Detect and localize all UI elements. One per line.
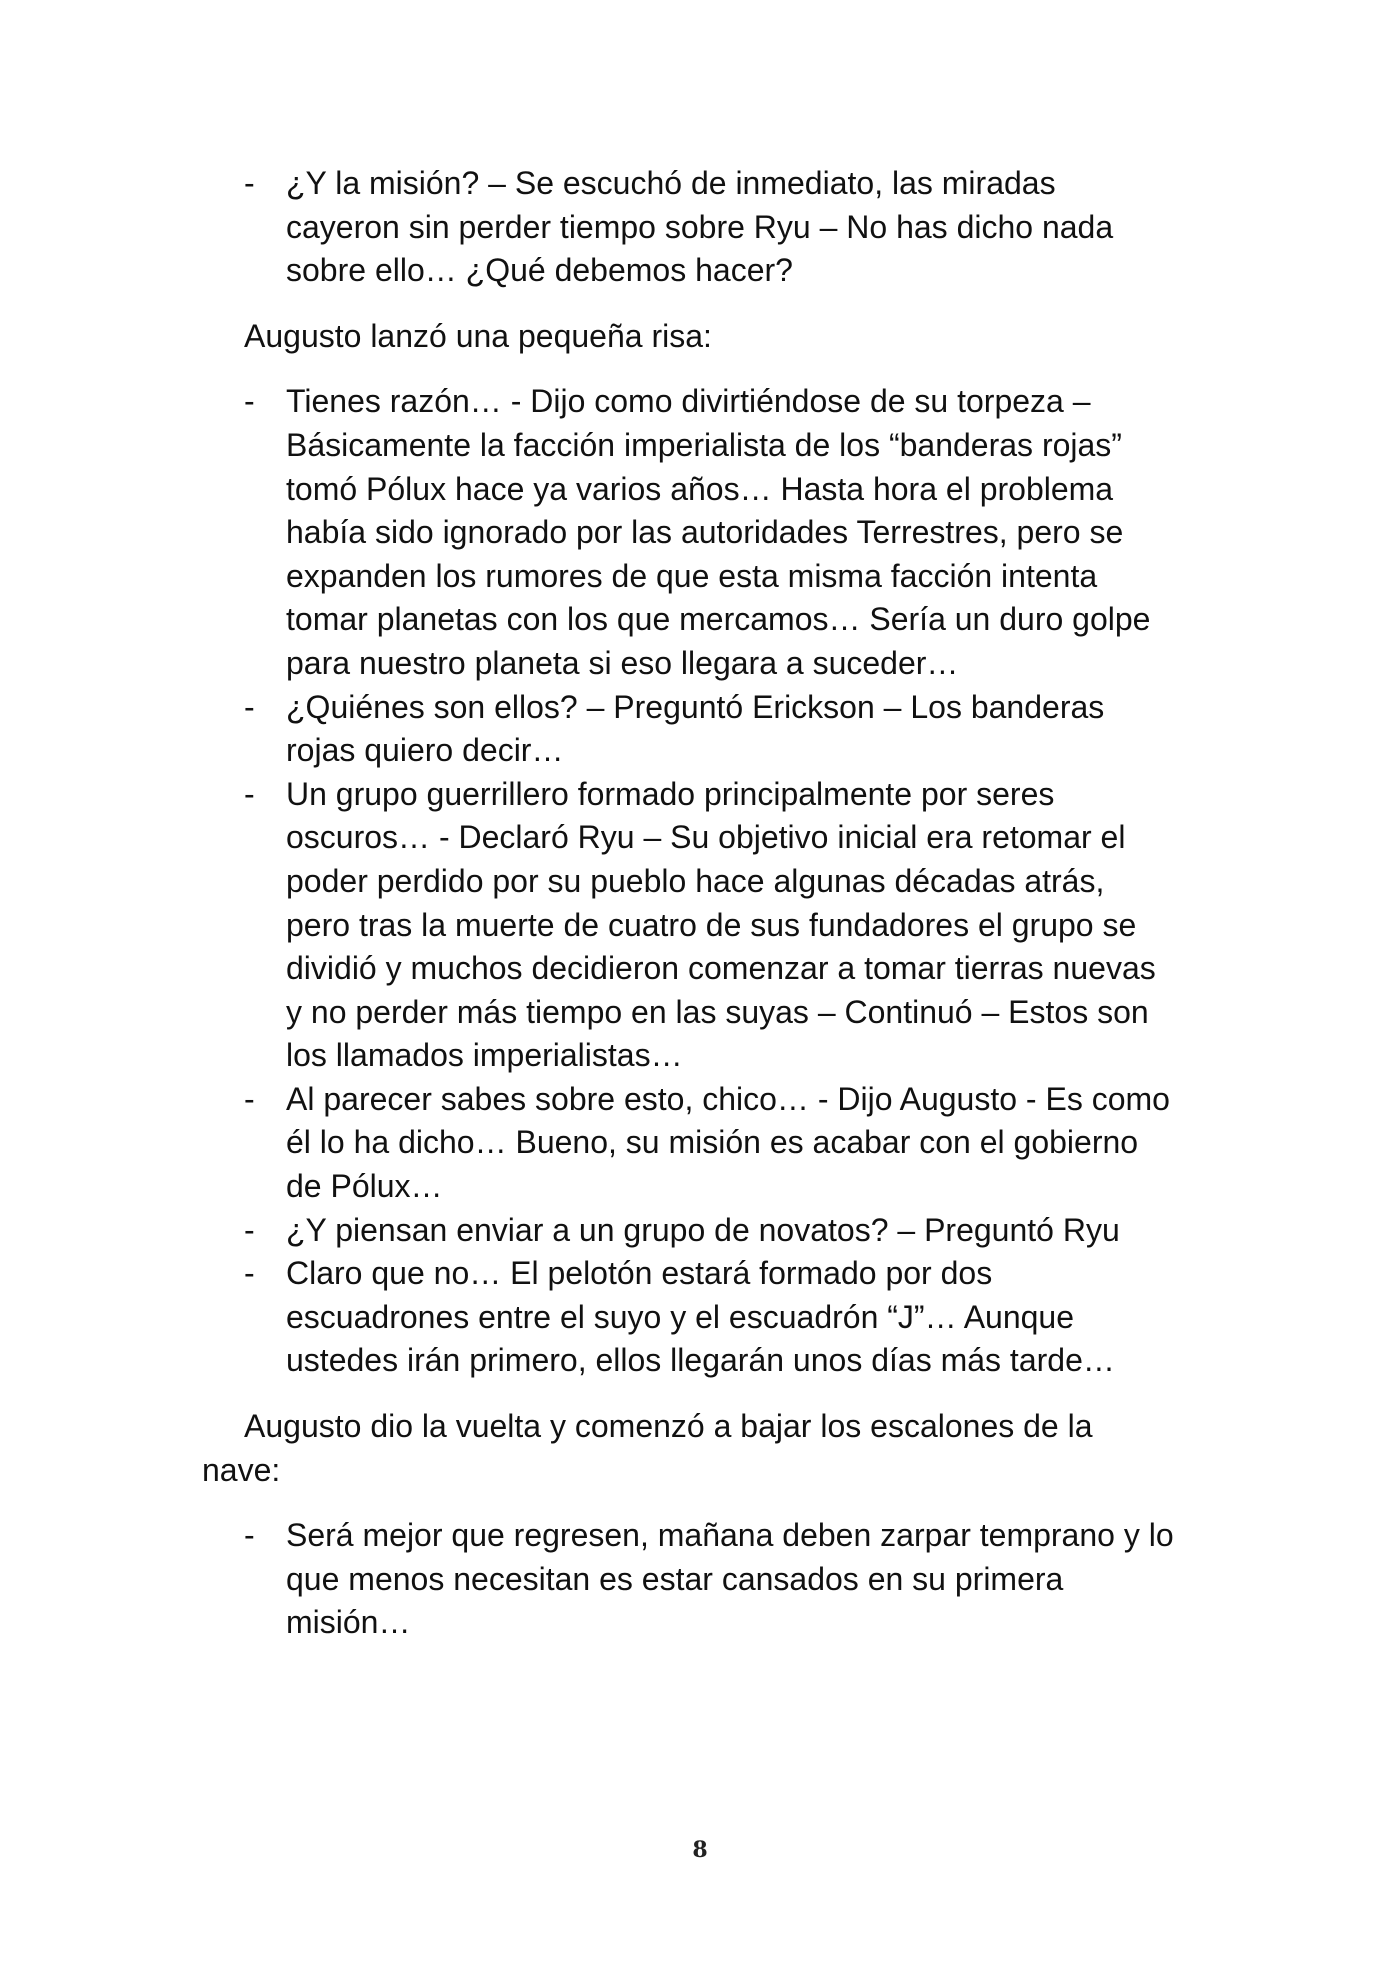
text-line: cayeron sin perder tiempo sobre Ryu – No has dicho nada bbox=[286, 208, 1114, 245]
dialogue-dash: - bbox=[244, 1517, 255, 1554]
text-line: tomar planetas con los que mercamos… Sería un duro golpe bbox=[286, 601, 1151, 638]
page-body bbox=[202, 162, 1202, 1645]
dialogue-dash: - bbox=[244, 1211, 255, 1248]
text-line: los llamados imperialistas… bbox=[286, 1037, 683, 1074]
text-line: Será mejor que regresen, mañana deben zarpar temprano y lo bbox=[286, 1517, 1174, 1554]
text-line: expanden los rumores de que esta misma facción intenta bbox=[286, 557, 1098, 594]
text-line: pero tras la muerte de cuatro de sus fundadores el grupo se bbox=[286, 906, 1137, 943]
narration-paragraph bbox=[202, 1405, 1202, 1449]
dialogue-line bbox=[202, 773, 1202, 1078]
text-line: Un grupo guerrillero formado principalmente por seres bbox=[286, 775, 1055, 812]
text-line: para nuestro planeta si eso llegara a suceder… bbox=[286, 644, 959, 681]
text-line: poder perdido por su pueblo hace algunas décadas atrás, bbox=[286, 862, 1105, 899]
text-line: él lo ha dicho… Bueno, su misión es acabar con el gobierno bbox=[286, 1124, 1139, 1161]
dialogue-dash: - bbox=[244, 165, 255, 201]
text-line: escuadrones entre el suyo y el escuadrón “J”… Aunque bbox=[286, 1298, 1075, 1335]
dialogue-dash: - bbox=[244, 688, 255, 725]
text-line: de Pólux… bbox=[286, 1168, 443, 1205]
text-line: Claro que no… El pelotón estará formado por dos bbox=[286, 1255, 993, 1292]
text-line: tomó Pólux hace ya varios años… Hasta hora el problema bbox=[286, 470, 1114, 507]
text-line: y no perder más tiempo en las suyas – Continuó – Estos son bbox=[286, 993, 1149, 1030]
text-line: sobre ello… ¿Qué debemos hacer? bbox=[286, 252, 793, 289]
dialogue-dash: - bbox=[244, 775, 255, 812]
paragraph-gap bbox=[202, 358, 1202, 380]
dialogue-dash: - bbox=[244, 383, 255, 420]
text-line: ¿Y piensan enviar a un grupo de novatos? – Preguntó Ryu bbox=[286, 1211, 1120, 1248]
text-line: misión… bbox=[286, 1604, 411, 1641]
text-line: dividió y muchos decidieron comenzar a tomar tierras nuevas bbox=[286, 950, 1156, 987]
page-number: 8 bbox=[692, 1837, 708, 1863]
paragraph-gap bbox=[202, 1492, 1202, 1514]
text-line: ustedes irán primero, ellos llegarán unos días más tarde… bbox=[286, 1342, 1115, 1379]
dialogue-line bbox=[202, 1078, 1202, 1209]
text-line: Al parecer sabes sobre esto, chico… - Dijo Augusto - Es como bbox=[286, 1080, 1170, 1117]
text-line: había sido ignorado por las autoridades Terrestres, pero se bbox=[286, 514, 1124, 551]
text-line: oscuros… - Declaró Ryu – Su objetivo inicial era retomar el bbox=[286, 819, 1126, 856]
dialogue-line bbox=[202, 686, 1202, 773]
dialogue-line bbox=[202, 1209, 1202, 1253]
text-line: Augusto lanzó una pequeña risa: bbox=[244, 317, 712, 354]
text-line: nave: bbox=[202, 1451, 281, 1488]
dialogue-dash: - bbox=[244, 1080, 255, 1117]
text-line: Básicamente la facción imperialista de los “banderas rojas” bbox=[286, 426, 1122, 463]
dialogue-dash: - bbox=[244, 1255, 255, 1292]
narration-paragraph-continuation bbox=[202, 1449, 1202, 1493]
text-line: rojas quiero decir… bbox=[286, 732, 564, 769]
text-line: que menos necesitan es estar cansados en su primera bbox=[286, 1560, 1064, 1597]
text-line: Augusto dio la vuelta y comenzó a bajar los escalones de la bbox=[244, 1408, 1093, 1445]
text-line: Tienes razón… - Dijo como divirtiéndose de su torpeza – bbox=[286, 383, 1091, 420]
dialogue-line bbox=[202, 162, 1202, 293]
paragraph-gap bbox=[202, 1383, 1202, 1405]
narration-paragraph bbox=[202, 315, 1202, 359]
dialogue-line bbox=[202, 380, 1202, 685]
dialogue-line bbox=[202, 1252, 1202, 1383]
paragraph-gap bbox=[202, 293, 1202, 315]
text-line: ¿Y la misión? – Se escuchó de inmediato, las miradas bbox=[286, 165, 1056, 201]
dialogue-line bbox=[202, 1514, 1202, 1645]
text-line: ¿Quiénes son ellos? – Preguntó Erickson – Los banderas bbox=[286, 688, 1105, 725]
